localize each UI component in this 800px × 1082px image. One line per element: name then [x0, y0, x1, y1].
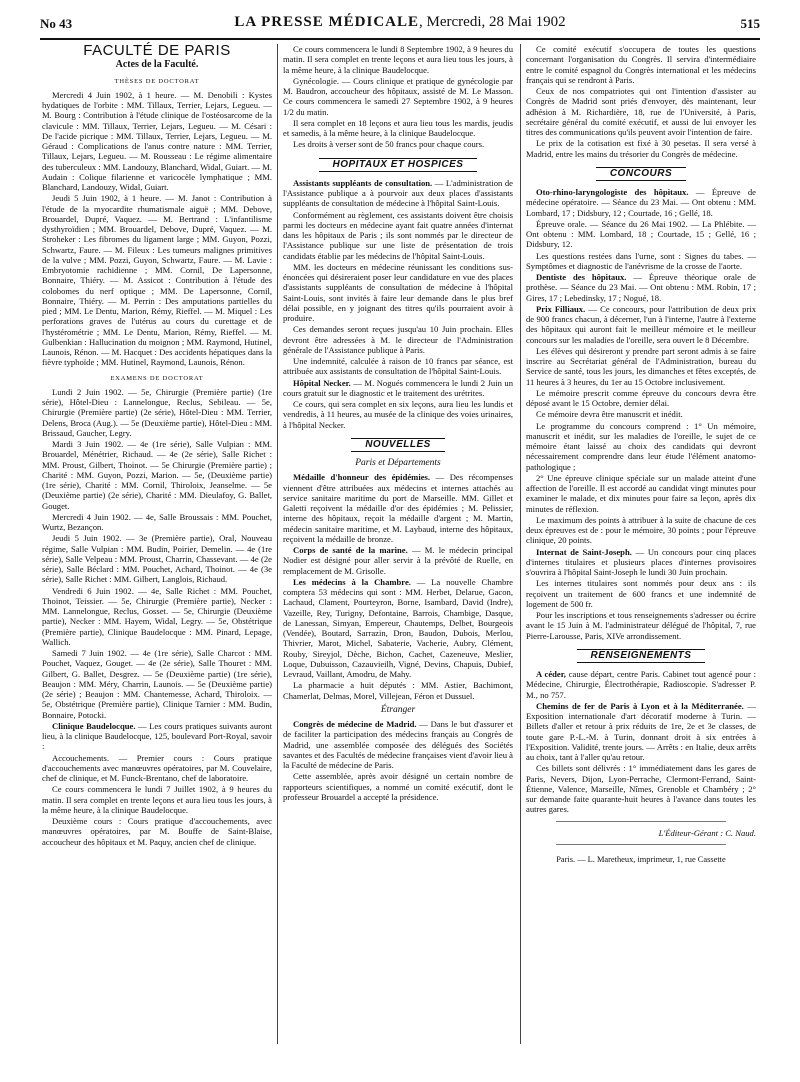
madrid-paragraph: Cette assemblée, après avoir désigné un certain nombre de rapporteurs scientifiques, a nommé un comité exécutif, dont le professeur Brouardel a accepté la présidence.	[283, 771, 513, 802]
page-header	[40, 14, 760, 36]
dentiste-text: — Épreuve théorique orale de prothèse. — Séance du 23 Mai. — Ont obtenu : MM. Robin, 17 ; Gires, 17 ; Lebedinsky, 17 ; Nogué, 18.	[526, 272, 757, 303]
dentiste-paragraph	[526, 272, 756, 303]
assistants-text: — L'administration de l'Assistance publique a à pourvoir aux deux places d'assistants suppléants de consultation de médecine à l'hôpital Saint-Louis.	[283, 177, 513, 209]
madrid-text: — Dans le but d'assurer et de faciliter la participation des médecins français au Congrès de Madrid, une assemblée composée des délégués des Sociétés savantes et des Facultés de médecine françaises vient d'avoir lieu à la Faculté de médecine de Paris.	[283, 719, 513, 770]
chemins-lead: Chemins de fer de Paris à Lyon et à la Méditerranée.	[536, 700, 744, 711]
dentiste-lead: Dentiste des hôpitaux.	[536, 272, 627, 282]
filliaux-paragraph: 2° Une épreuve clinique spéciale sur un malade atteint d'une affection de l'oreille. Il est accordé au candidat vingt minutes pour examiner le malade, et dix minutes pour faire sa leçon, après dix minutes de réflexion.	[526, 472, 756, 514]
editor-gerant: L'Éditeur-Gérant : C. Naud.	[658, 827, 756, 838]
chambre-lead: Les médecins à la Chambre.	[293, 576, 411, 587]
separator	[556, 844, 726, 845]
subsection-paris: Paris et Départements	[355, 458, 441, 468]
marine-text: — M. le médecin principal Nodier est désigné pour aller servir à la prévôté de Ruelle, en remplacement de M. Grisolle.	[283, 545, 513, 576]
section-concours	[526, 167, 756, 181]
chemins-paragraph: Ces billets sont délivrés : 1° immédiatement dans les gares de Paris, Nevers, Dijon, Lyon-Perrache, Clermont-Ferrand, Saint-Étienne, Valence, Marseille, Nîmes, Grenoble et Chambéry ; 2° sur demande faite quarante-huit heures à l'avance dans toutes les autres gares.	[526, 763, 756, 815]
chambre-text: — La nouvelle Chambre comptera 53 médecins qui sont : MM. Herbet, Delarue, Gacon, Lachaud, Clament, Pourteyron, Borne, Isambard, David (Indre), Vazeille, Rey, Turigny, Defontaine, Barrois, Chambige, Dasque, de Lanessan, Simyan, Empereur, Chautemps, Delbet, Bourgeois (Vendée), Boutard, Sarrazin, Dron, Baudon, Dubois, Merlou, Thivrier, Marot, Michel, Sabaterie, Vacherie, Aubry, Clément, Rouby, Sireyjol, Dèche, Bichon, Cachet, Cazeneuve, Meslier, Loque, Dubuisson, Cazauvieilh, Vigné, Devins, Chapuis, Dubief, Levraud, Vaillant, Amodru, de Mahy.	[283, 576, 513, 679]
theses-paragraph: Mercredi 4 Juin 1902, à 1 heure. — M. Denobili : Kystes hydatiques de l'orbite : MM. Tillaux, Terrier, Lejars, Legueu. — M. Bourg : Contribution à l'étude clinique de l'ostéosarcome de la clavicule : MM. Tillaux, Terrier, Lejars, Legueu. — M. Césari : De l'acide picrique : MM. Tillaux, Terrier, Lejars, Legueu. — M. Géraud : Complications de l'anus contre nature : MM. Terrier, Tillaux, Lejars, Legueu. — M. Rousseau : Le régime alimentaire des tuberculeux : MM. Landouzy, Blanchard, Widal, Guiart. — M. Audain : Colique filarienne et varicocèle lymphatique ; MM. Blanchard, Landouzy, Widal, Guiart.	[42, 89, 272, 192]
column-2	[283, 44, 513, 803]
filliaux-paragraph: Le programme du concours comprend : 1° Un mémoire, manuscrit et inédit, sur les maladies de l'oreille, le sujet de ce mémoire étant laissé au choix des candidats qui devront nécessairement comprendre dans leur étude l'élément anatomo-pathologique ;	[526, 420, 756, 472]
assistants-paragraph: Ces demandes seront reçues jusqu'au 10 Juin prochain. Elles devront être adressées à M. le directeur de l'Administration générale de l'Assistance publique à Paris.	[283, 324, 513, 355]
intro-paragraph: Il sera complet en 18 leçons et aura lieu tous les mardis, jeudis et samedis, à la même heure, à la clinique Baudelocque.	[283, 117, 513, 138]
ceder-text: cause départ, centre Paris. Cabinet tout agencé pour : Médecine, Chirurgie, Électrothérapie, Radioscopie. S'adresser P. M., no 757.	[526, 669, 756, 700]
intro-paragraph: Ce comité exécutif s'occupera de toutes les questions concernant l'organisation du Congrès. Il servira d'intermédiaire entre le comité espagnol du Congrès international et les médecins français qui se rendront à Paris.	[526, 44, 756, 85]
intro-paragraph: Le prix de la cotisation est fixé à 30 pesetas. Il sera versé à Madrid, entre les mains du trésorier du Congrès de médecine.	[526, 138, 756, 159]
exam-paragraph: Samedi 7 Juin 1902. — 4e (1re série), Salle Charcot : MM. Pouchet, Vaquez, Gouget. — 4e (2e série), Salle Thouret : MM. Gilbert, G. Ballet, Desgrez. — 5e (Deuxième partie) (1re série), Beaujon : MM. Méry, Charrin, Launois. — 5e (Deuxième partie) (2e série) ; Beaujon : MM. Chantemesse, Achard, Thiroloix. — 5e, Obstétrique (Première partie), Clinique Tarnier : MM. Budin, Bonnaire, Potocki.	[42, 648, 272, 720]
subsection-actes: Actes de la Faculté.	[115, 59, 199, 71]
filliaux-paragraph: Ce mémoire devra être manuscrit et inédit.	[536, 409, 683, 420]
ceder-lead: A céder,	[536, 669, 566, 679]
filliaux-paragraph: Les élèves qui désireront y prendre part seront admis à se faire inscrire au Secrétariat général de l'Administration, bureau du Service de santé, tous les jours, les dimanches et fêtes exceptés, de 11 heures à 3 heures, du 1er au 15 Octobre inclusivement.	[526, 345, 756, 387]
section-concours-label: CONCOURS	[596, 167, 686, 181]
subsection-etranger: Étranger	[380, 704, 416, 715]
column-3	[526, 44, 756, 865]
page-number: 515	[740, 16, 760, 31]
medaille-lead: Médaille d'honneur des épidémies.	[293, 472, 431, 483]
header-rule	[40, 38, 760, 40]
assistants-paragraph	[283, 178, 513, 209]
chambre-paragraph	[283, 577, 513, 680]
joseph-lead: Internat de Saint-Joseph.	[536, 546, 632, 557]
madrid-lead: Congrès de médecine de Madrid.	[293, 719, 417, 729]
exam-paragraph: Mardi 3 Juin 1902. — 4e (1re série), Salle Vulpian : MM. Brouardel, Ménétrier, Richaud. — 4e (2e série), Salle Richet : MM. Proust, Gilbert, Thoinot. — 5e Chirurgie (Première partie) ; Charité : MM. Guyon, Pozzi, Marion. — 5e, (Deuxième partie) (1re série), Charité : MM. Cornil, Thiroloix, Jeanselme. — 5e (Deuxième partie) (2e série), Charité : MM. Dieulafoy, G. Ballet, Gouget.	[42, 439, 272, 511]
oto-paragraph: Épreuve orale. — Séance du 26 Mai 1902. — La Phlébite. — Ont obtenu : MM. Lombard, 18 ; Courtade, 15 ; Gellé, 16 ; Didsbury, 12.	[526, 218, 756, 250]
ceder-paragraph	[526, 669, 756, 700]
assistants-paragraph: MM. les docteurs en médecine réunissant les conditions sus-énoncées qui désireraient poser leur candidature en vue des places d'assistants suppléants de consultation de médecine à l'hôpital Saint-Louis, sont invités à faire leur demande dans le plus bref délai possible, en y joignant des titres qu'ils pourraient avoir à produire.	[283, 261, 513, 323]
journal-title	[40, 14, 760, 31]
exam-paragraph: Mercredi 4 Juin 1902. — 4e, Salle Broussais : MM. Pouchet, Wurtz, Bezançon.	[42, 511, 272, 532]
chemins-paragraph	[526, 701, 756, 763]
column-divider-2	[520, 44, 521, 1044]
oto-paragraph	[526, 187, 756, 218]
filliaux-text: — Ce concours, pour l'attribution de deux prix de 900 francs chacun, à décerner, l'un à l'interne, l'autre à l'externe des hôpitaux qui auront fait le meilleur mémoire et le meilleur concours sur les maladies de l'oreille, sera ouvert le 8 Décembre.	[526, 303, 757, 345]
necker-lead: Hôpital Necker.	[293, 377, 351, 388]
issue-number: No 43	[40, 16, 73, 31]
exam-paragraph: Jeudi 5 Juin 1902. — 3e (Première partie), Oral, Nouveau régime, Salle Vulpian : MM. Budin, Poirier, Demelin. — 4e (1re série), Salle Velpeau : MM. Proust, Charrin, Chassevant. — 4e (2e série), Salle Béclard : MM. Pouchet, Achard, Thoinot. — 4e (3e série), Salle Richet : MM. Gilbert, Langlois, Richaud.	[42, 533, 272, 585]
joseph-text: — Un concours pour cinq places d'internes titulaires et plusieurs places d'internes provisoires s'ouvrira à l'hôpital Saint-Joseph le lundi 30 Juin prochain.	[526, 546, 756, 577]
separator	[556, 821, 726, 822]
section-nouvelles	[283, 438, 513, 452]
filliaux-paragraph: Le maximum des points à attribuer à la suite de chacune de ces deux épreuves est de : pour le mémoire, 30 points ; pour l'épreuve clinique, 20 points.	[526, 514, 756, 546]
baudelocque-paragraph: Deuxième cours : Cours pratique d'accouchements, avec manœuvres opératoires, par M. Bouffe de Saint-Blaise, accoucheur des hôpitaux et M. Paquy, ancien chef de clinique.	[42, 816, 272, 847]
oto-paragraph: Les questions restées dans l'urne, sont : Signes du tabes. — Symptômes et diagnostic de l'anévrisme de la crosse de l'aorte.	[526, 250, 756, 271]
exams-title: EXAMENS DE DOCTORAT	[110, 374, 204, 382]
baudelocque-lead: Clinique Baudelocque.	[52, 720, 136, 731]
medaille-paragraph	[283, 472, 513, 544]
necker-paragraph: Ce cours, qui sera complet en six leçons, aura lieu les lundis et vendredis, à 11 heures, au musée de la clinique des voies urinaires, à l'hôpital Necker.	[283, 399, 513, 430]
section-renseignements-label: RENSEIGNEMENTS	[577, 649, 706, 663]
medaille-text: — Des récompenses viennent d'être attribuées aux médecins et internes attachés au service sanitaire maritime du port de Marseille. MM. Gillet et Galetti reçoivent la médaille d'or des épidémies ; M. Pelissier, interne des hôpitaux, reçoit la médaille d'argent ; M. Martin, médecin sanitaire maritime, et M. Laybaud, interne des hôpitaux, reçoivent la médaille de bronze.	[283, 472, 513, 544]
pharma-paragraph: La pharmacie a huit députés : MM. Astier, Bachimont, Chamerlat, Delmas, Morel, Villejean, Féron et Dussuel.	[283, 680, 513, 701]
baudelocque-paragraph: Ce cours commencera le lundi 7 Juillet 1902, à 9 heures du matin. Il sera complet en trente leçons et aura lieu tous les jours, à la même heure, à la clinique Baudelocque.	[42, 784, 272, 815]
necker-text: — M. Nogués commencera le lundi 2 Juin un cours gratuit sur le diagnostic et le traitement des urétrites.	[283, 377, 513, 398]
oto-lead: Oto-rhino-laryngologiste des hôpitaux.	[536, 187, 689, 197]
necker-paragraph	[283, 378, 513, 399]
oto-text: — Épreuve de médecine opératoire. — Séance du 23 Mai. — Ont obtenu : MM. Lombard, 17 ; Didsbury, 12 ; Courtade, 16 ; Gellé, 18.	[526, 187, 757, 218]
section-hopitaux	[283, 158, 513, 172]
baudelocque-paragraph	[42, 721, 272, 752]
madrid-paragraph	[283, 719, 513, 770]
filliaux-paragraph: Le mémoire prescrit comme épreuve du concours devra être déposé avant le 15 Octobre, dernier délai.	[526, 387, 756, 408]
joseph-paragraph: Pour les inscriptions et tous renseignements s'adresser ou écrire avant le 15 Juin à M. l'administrateur délégué de l'hôpital, 7, rue Pierre-Larousse, Paris, XIVe arrondissement.	[526, 610, 756, 641]
intro-paragraph: Les droits à verser sont de 50 francs pour chaque cours.	[293, 139, 485, 150]
assistants-lead: Assistants suppléants de consultation.	[293, 177, 433, 188]
intro-paragraph: Gynécologie. — Cours clinique et pratique de gynécologie par M. Baudron, accoucheur des hôpitaux, assisté de M. Le Masson. Ce cours commencera le samedi 27 Septembre 1902, à 9 heures 1/2 du matin.	[283, 75, 513, 117]
filliaux-lead: Prix Filliaux.	[536, 303, 586, 314]
chemins-text: — Exposition internationale d'art décoratif moderne à Turin. — Billets d'aller et retour à prix réduits de 1re, 2e et 3e classes, de toute gare P.-L.-M. à Turin, donnant droit à six entrées à l'Exposition. Validité, trente jours. — Arrêts : en Italie, deux arrêts au choix, tant à l'aller qu'au retour.	[526, 700, 756, 762]
theses-title: THÈSES DE DOCTORAT	[114, 77, 200, 85]
issue-date: , Mercredi, 28 Mai 1902	[419, 14, 566, 30]
intro-paragraph: Ceux de nos compatriotes qui ont l'intention d'assister au Congrès de Madrid sont priés d'envoyer, dès maintenant, leur adhésion à M. Richardière, 18, rue de l'Université, à Paris, secrétaire général du comité exécutif, et aussi de lui envoyer les titres des communications qu'ils peuvent avoir l'intention de faire.	[526, 86, 756, 137]
section-title-faculte: FACULTÉ DE PARIS	[83, 42, 231, 59]
theses-paragraph: Jeudi 5 Juin 1902, à 1 heure. — M. Janot : Contribution à l'étude de la myocardite rhumatismale aiguë ; MM. Debove, Brouardel, Dupré, Vaquez. — M. Bertrand : L'infantilisme dysthyroïdien ; MM. Brouardel, Debove, Dupré, Vaquez. — M. Stroheker : Les fibromes du ligament large ; MM. Guyon, Pozzi, Schwartz, Faure. — M. Fileux : Les tumeurs malignes primitives de la vulve ; MM. Pozzi, Guyon, Schwartz, Faure. — M. Lavie : Embryotomie rachidienne ; MM. Cornil, De Lapersonne, Bonnaire, Thiéry. — M. Assicot : Contribution à l'étude des colobomes du nerf optique ; MM. De Lapersonne, Cornil, Bonnaire, Thiéry. — M. Perrin : Des amputations partielles du pied ; MM. Le Dentu, Marion, Rémy, Rieffel. — M. Miquel : Les perforations graves de l'utérus au cours du curettage et de l'hystérométrie ; MM. Le Dentu, Marion, Rémy, Rieffel. — M. Gulbenkian : Hallucination du moignon ; MM. Raymond, Hutinel, Launois, Rénon. — M. Hacquet : Des accidents hépatiques dans la fièvre typhoïde ; MM. Hutinel, Raymond, Launois, Rénon.	[42, 193, 272, 368]
column-1	[42, 44, 272, 848]
joseph-paragraph: Les internes titulaires sont nommés pour deux ans : ils reçoivent un traitement de 600 francs et une indemnité de logement de 500 fr.	[526, 578, 756, 609]
assistants-paragraph: Conformément au règlement, ces assistants doivent être choisis parmi les docteurs en médecine ayant fait quatre années d'internat dans les hôpitaux de Paris ; ils sont nommés par le directeur de l'Assistance publique sur une liste de présentation de trois candidats établie par les médecins de l'hôpital Saint-Louis.	[283, 209, 513, 261]
exam-paragraph: Lundi 2 Juin 1902. — 5e, Chirurgie (Première partie) (1re série), Hôtel-Dieu : Lannelongue, Reclus, Sebileau. — 5e, Chirurgie (Première partie) (2e série), Hôtel-Dieu : MM. Terrier, Delens, Broca (Aug.). — 5e (Deuxième partie), Hôtel-Dieu : MM. Brissaud, Gaucher, Legry.	[42, 386, 272, 438]
baudelocque-text: — Les cours pratiques suivants auront lieu, à la clinique Baudelocque, 125, boulevard Port-Royal, savoir :	[42, 720, 273, 752]
printer-line: Paris. — L. Maretheux, imprimeur, 1, rue Cassette	[556, 854, 726, 864]
intro-paragraph: Ce cours commencera le lundi 8 Septembre 1902, à 9 heures du matin. Il sera complet en trente leçons et aura lieu tous les jours, à la même heure, à la clinique Baudelocque.	[283, 44, 513, 75]
joseph-paragraph	[526, 547, 756, 578]
assistants-paragraph: Une indemnité, calculée à raison de 10 francs par séance, est attribuée aux assistants de consultation de l'hôpital Saint-Louis.	[283, 356, 513, 377]
exam-paragraph: Vendredi 6 Juin 1902. — 4e, Salle Richet : MM. Pouchet, Thoinot, Teissier. — 5e, Chirurgie (Première partie), Necker : MM. Lannelongue, Reclus, Gosset. — 5e, Chirurgie (Deuxième partie), Necker : MM. Hayem, Widal, Legry. — 5e, Obstétrique (Première partie), Clinique Baudelocque : MM. Pinard, Lepage, Wallich.	[42, 585, 272, 647]
section-nouvelles-label: NOUVELLES	[351, 438, 445, 452]
section-hopitaux-label: HOPITAUX ET HOSPICES	[319, 158, 478, 172]
journal-name: LA PRESSE MÉDICALE	[234, 14, 420, 30]
filliaux-paragraph	[526, 304, 756, 345]
section-renseignements	[526, 649, 756, 663]
marine-lead: Corps de santé de la marine.	[293, 545, 408, 555]
baudelocque-paragraph: Accouchements. — Premier cours : Cours pratique d'accouchements avec manœuvres opératoires, par M. Couvelaire, chef de clinique, et M. Funck-Brentano, chef de laboratoire.	[42, 752, 272, 783]
marine-paragraph	[283, 545, 513, 576]
column-divider-1	[277, 44, 278, 1044]
